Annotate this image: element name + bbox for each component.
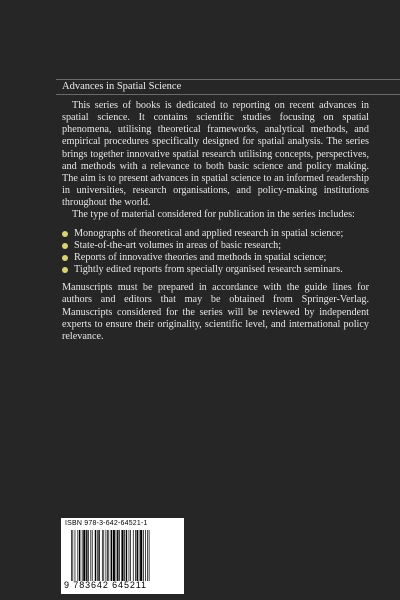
series-header-band (56, 79, 400, 95)
barcode-bar (108, 530, 109, 581)
barcode-bar (103, 530, 104, 581)
barcode-bar (137, 530, 138, 581)
barcode-bar (88, 530, 89, 581)
list-item-text: Tightly edited reports from specially organised research seminars. (74, 264, 343, 276)
description-paragraph-2: The type of material considered for publication in the series includes: (72, 209, 355, 221)
list-item-text: State-of-the-art volumes in areas of basic research; (74, 239, 282, 251)
barcode-bar (119, 530, 120, 581)
barcode-bar (111, 530, 112, 581)
barcode-bar (116, 530, 117, 581)
list-item (62, 240, 369, 252)
ean-digits: 9 783642 645211 (64, 580, 147, 590)
barcode-bar (130, 530, 131, 581)
bullet-dot-icon (62, 243, 68, 249)
list-item (62, 264, 369, 276)
barcode-bar (90, 530, 91, 581)
barcode-bar (107, 530, 108, 581)
barcode-bar (97, 530, 98, 581)
barcode-bar (86, 530, 87, 581)
barcode-bar (98, 530, 99, 581)
series-description (62, 100, 369, 343)
barcode-bar (102, 530, 103, 581)
barcode-bar (92, 530, 93, 581)
list-item (62, 228, 369, 240)
barcode-label (61, 518, 184, 594)
barcode-bar (145, 530, 146, 581)
barcode-bar (149, 530, 150, 581)
barcode-bar (147, 530, 148, 581)
barcode-bars (71, 530, 179, 581)
list-item (62, 252, 369, 264)
barcode-bar (135, 530, 136, 581)
list-item-text: Reports of innovative theories and methods in spatial science; (74, 251, 327, 263)
barcode-bar (77, 530, 78, 581)
series-title: Advances in Spatial Science (62, 81, 182, 92)
barcode-bar (129, 530, 130, 581)
barcode-bar (124, 530, 125, 581)
barcode-bar (139, 530, 140, 581)
material-types-list (62, 228, 369, 277)
bullet-dot-icon (62, 255, 68, 261)
barcode-bar (75, 530, 76, 581)
barcode-bar (83, 530, 85, 581)
barcode-bar (113, 530, 115, 581)
barcode-bar (79, 530, 80, 581)
barcode-bar (82, 530, 83, 581)
bullet-dot-icon (62, 231, 68, 237)
barcode-bar (95, 530, 96, 581)
barcode-bar (121, 530, 123, 581)
barcode-bar (106, 530, 107, 581)
bullet-dot-icon (62, 267, 68, 273)
list-item-text: Monographs of theoretical and applied research in spatial science; (74, 227, 344, 239)
description-paragraph-3: Manuscripts must be prepared in accordance with the guide lines for authors and editors that may be obtained from Springer-Verlag. Manuscripts considered for the series will be reviewed by independent experts to ensure their originality, scientific level, and international policy relevance. (62, 282, 369, 342)
barcode-bar (117, 530, 118, 581)
barcode-bar (133, 530, 134, 581)
barcode-bar (140, 530, 142, 581)
isbn-text: ISBN 978-3-642-64521-1 (65, 520, 148, 527)
barcode-bar (72, 530, 73, 581)
barcode-bar (126, 530, 127, 581)
barcode-bar (71, 530, 72, 581)
barcode-bar (143, 530, 144, 581)
description-paragraph-1: This series of books is dedicated to reporting on recent advances in spatial science. It contains scientific studies focusing on spatial phenomena, utilising theoretical frameworks, analytical methods, and empirical procedures specifically designed for spatial analysis. The series brings together innovative spatial research utilising concepts, perspectives, and methods with a relevance to both basic science and policy making. The aim is to present advances in spatial science to an informed readership in universities, research organisations, and policy-making institutions throughout the world. (62, 100, 369, 209)
